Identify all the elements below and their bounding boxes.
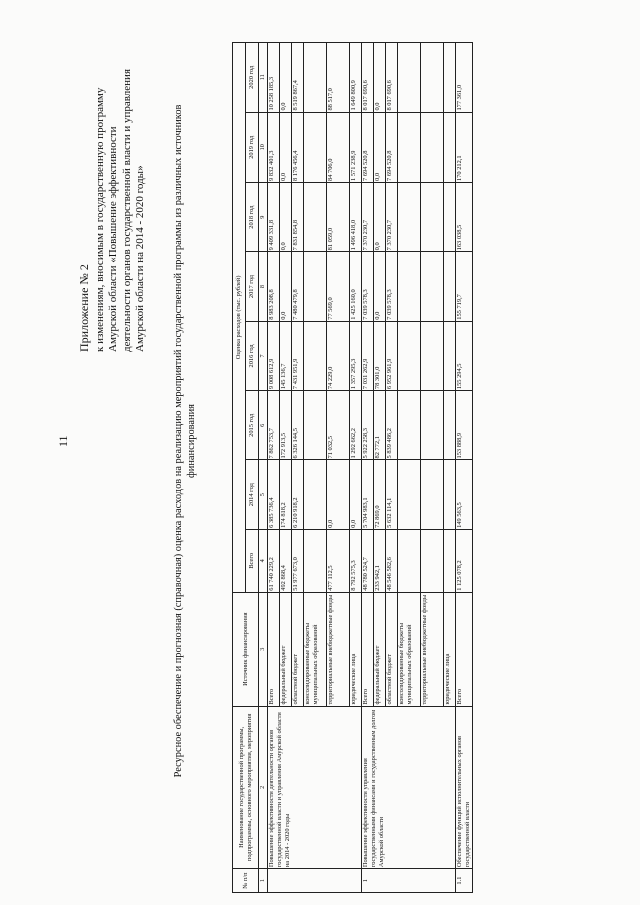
amount-cell: 7 694 520,8 (386, 112, 398, 182)
appendix-title: Приложение № 2 (77, 264, 91, 352)
row-number (268, 869, 362, 893)
amount-cell: 170 212,1 (456, 112, 473, 182)
column-number: 8 (259, 252, 268, 321)
amount-cell: 9 008 612,9 (268, 321, 280, 390)
amount-cell: 0,0 (327, 460, 350, 529)
amount-cell: 5 839 486,2 (386, 391, 398, 460)
amount-cell (444, 321, 456, 390)
amount-cell (444, 460, 456, 529)
header-no: № п/п (233, 869, 259, 893)
program-name: Повышение эффективности деятельности органов государственной власти и управления Амурской области на 2014 - 2020 годы (268, 706, 362, 869)
program-name: Обеспечение функций исполнительных органов государственной власти (456, 706, 473, 869)
amount-cell: 48 780 524,7 (362, 529, 374, 592)
amount-cell: 7 031 262,9 (362, 321, 374, 390)
table-row (362, 43, 374, 893)
amount-cell: 6 326 144,5 (292, 391, 304, 460)
funding-source: Всего (268, 592, 280, 706)
amount-cell: 71 032,5 (327, 391, 350, 460)
amount-cell (398, 43, 421, 113)
amount-cell: 48 546 582,6 (386, 529, 398, 592)
amount-cell (421, 112, 444, 182)
amount-cell (398, 391, 421, 460)
amount-cell: 145 136,7 (280, 321, 292, 390)
appendix-line: Амурской области на 2014 - 2020 годы» (134, 165, 147, 352)
amount-cell: 1 425 160,0 (350, 252, 362, 321)
amount-cell: 492 868,4 (280, 529, 292, 592)
appendix-line: к изменениям, вносимым в государственную программу (93, 87, 106, 352)
amount-cell: 72 869,0 (374, 460, 386, 529)
amount-cell: 6 210 918,2 (292, 460, 304, 529)
table-row (268, 43, 280, 893)
header-name: Наименование государственной программы, подпрограммы, основного мероприятия, мероприятия (233, 706, 259, 869)
amount-cell (444, 252, 456, 321)
page-number: 11 (56, 435, 70, 447)
column-number: 10 (259, 112, 268, 182)
amount-cell: 7 694 520,8 (362, 112, 374, 182)
amount-cell: 7 431 951,9 (292, 321, 304, 390)
amount-cell (398, 252, 421, 321)
funding-source: областной бюджет (292, 592, 304, 706)
amount-cell: 7 039 578,3 (362, 252, 374, 321)
funding-source: территориальные внебюджетные фонды (327, 592, 350, 706)
amount-cell (304, 112, 327, 182)
amount-cell: 0,0 (374, 112, 386, 182)
amount-cell: 10 258 185,3 (268, 43, 280, 113)
funding-source: территориальные внебюджетные фонды (421, 592, 444, 706)
amount-cell (398, 460, 421, 529)
amount-cell: 8 017 690,6 (386, 43, 398, 113)
header-estimate: Оценка расходов (тыс. рублей) (233, 43, 246, 593)
amount-cell: 1 292 662,2 (350, 391, 362, 460)
document-title (173, 46, 198, 836)
amount-cell: 7 831 854,8 (292, 182, 304, 251)
amount-cell: 1 496 418,0 (350, 182, 362, 251)
amount-cell: 88 517,0 (327, 43, 350, 113)
table-body (259, 43, 473, 893)
amount-cell: 477 112,5 (327, 529, 350, 592)
column-number: 3 (259, 592, 268, 706)
funding-source: областной бюджет (386, 592, 398, 706)
amount-cell (444, 43, 456, 113)
header-year: 2017 год (246, 252, 259, 321)
amount-cell (421, 252, 444, 321)
amount-cell: 1 649 800,9 (350, 43, 362, 113)
amount-cell: 0,0 (374, 252, 386, 321)
header-year: 2020 год (246, 43, 259, 113)
funding-source: юридические лица (444, 592, 456, 706)
header-total: Всего (246, 529, 259, 592)
funding-source: федеральный бюджет (280, 592, 292, 706)
amount-cell: 74 229,0 (327, 321, 350, 390)
table-header-row (233, 43, 246, 893)
amount-cell (421, 321, 444, 390)
amount-cell: 155 294,5 (456, 321, 473, 390)
column-number: 7 (259, 321, 268, 390)
resource-table-frame (232, 42, 581, 893)
amount-cell: 177 361,0 (456, 43, 473, 113)
amount-cell (421, 182, 444, 251)
amount-cell (304, 391, 327, 460)
amount-cell: 7 480 479,8 (292, 252, 304, 321)
amount-cell: 5 704 983,1 (362, 460, 374, 529)
document-title-line: финансирования (185, 404, 197, 478)
funding-source: юридические лица (350, 592, 362, 706)
funding-source: консолидированные бюджеты муниципальных образований (398, 592, 421, 706)
funding-source: Всего (456, 592, 473, 706)
appendix-header (78, 69, 148, 352)
amount-cell: 5 922 258,3 (362, 391, 374, 460)
amount-cell: 8 792 575,3 (350, 529, 362, 592)
header-year: 2014 год (246, 460, 259, 529)
amount-cell: 0,0 (280, 43, 292, 113)
amount-cell: 8 176 456,4 (292, 112, 304, 182)
amount-cell: 8 017 690,6 (362, 43, 374, 113)
header-year: 2019 год (246, 112, 259, 182)
amount-cell (421, 460, 444, 529)
amount-cell: 81 059,0 (327, 182, 350, 251)
header-year: 2016 год (246, 321, 259, 390)
amount-cell: 9 409 331,8 (268, 182, 280, 251)
amount-cell: 1 357 295,3 (350, 321, 362, 390)
amount-cell (304, 252, 327, 321)
row-number: 1.1 (456, 869, 473, 893)
amount-cell: 61 740 229,2 (268, 529, 280, 592)
funding-source: консолидированные бюджеты муниципальных образований (304, 592, 327, 706)
amount-cell (304, 182, 327, 251)
amount-cell: 153 888,9 (456, 391, 473, 460)
amount-cell: 7 370 230,7 (362, 182, 374, 251)
amount-cell: 1 125 078,2 (456, 529, 473, 592)
funding-source: Всего (362, 592, 374, 706)
column-number: 4 (259, 529, 268, 592)
header-source: Источник финансирования (233, 592, 259, 706)
header-year: 2018 год (246, 182, 259, 251)
column-number: 11 (259, 43, 268, 113)
amount-cell: 0,0 (374, 43, 386, 113)
amount-cell (444, 112, 456, 182)
amount-cell: 0,0 (350, 460, 362, 529)
amount-cell: 155 719,7 (456, 252, 473, 321)
column-number: 6 (259, 391, 268, 460)
amount-cell: 9 832 401,3 (268, 112, 280, 182)
amount-cell: 0,0 (374, 182, 386, 251)
table-row (456, 43, 473, 893)
amount-cell: 0,0 (280, 252, 292, 321)
amount-cell (304, 321, 327, 390)
amount-cell: 78 301,0 (374, 321, 386, 390)
amount-cell: 6 385 736,4 (268, 460, 280, 529)
amount-cell: 233 942,1 (374, 529, 386, 592)
column-number: 1 (259, 869, 268, 893)
amount-cell: 163 038,5 (456, 182, 473, 251)
column-number: 9 (259, 182, 268, 251)
amount-cell (304, 529, 327, 592)
amount-cell: 0,0 (280, 182, 292, 251)
amount-cell (421, 43, 444, 113)
amount-cell (421, 391, 444, 460)
amount-cell: 1 571 238,9 (350, 112, 362, 182)
amount-cell (444, 391, 456, 460)
amount-cell (304, 460, 327, 529)
program-name: Повышение эффективности управления государственными финансами и государственным долгом Амурской области (362, 706, 456, 869)
amount-cell: 5 632 114,1 (386, 460, 398, 529)
amount-cell: 149 563,5 (456, 460, 473, 529)
amount-cell: 174 818,2 (280, 460, 292, 529)
amount-cell: 172 913,5 (280, 391, 292, 460)
amount-cell (398, 529, 421, 592)
header-year: 2015 год (246, 391, 259, 460)
amount-cell: 51 977 673,0 (292, 529, 304, 592)
funding-source: федеральный бюджет (374, 592, 386, 706)
amount-cell (421, 529, 444, 592)
amount-cell: 82 772,1 (374, 391, 386, 460)
amount-cell: 0,0 (280, 112, 292, 182)
amount-cell: 77 569,0 (327, 252, 350, 321)
row-number: 1 (362, 869, 456, 893)
amount-cell (304, 43, 327, 113)
amount-cell: 7 862 753,7 (268, 391, 280, 460)
amount-cell (398, 112, 421, 182)
amount-cell: 7 370 230,7 (386, 182, 398, 251)
appendix-line: Амурской области «Повышение эффективности (107, 126, 120, 352)
column-number: 2 (259, 706, 268, 869)
amount-cell (398, 182, 421, 251)
amount-cell (444, 529, 456, 592)
amount-cell: 8 983 208,8 (268, 252, 280, 321)
amount-cell: 84 706,0 (327, 112, 350, 182)
amount-cell: 7 039 578,3 (386, 252, 398, 321)
amount-cell (444, 182, 456, 251)
document-title-line: Ресурсное обеспечение и прогнозная (справочная) оценка расходов на реализацию мероприятий государственной программы из различных источников (173, 104, 184, 778)
appendix-line: деятельности органов государственной власти и управления (120, 69, 133, 352)
column-number-row (259, 43, 268, 893)
resource-table (232, 42, 473, 893)
amount-cell (398, 321, 421, 390)
column-number: 5 (259, 460, 268, 529)
amount-cell: 6 952 961,9 (386, 321, 398, 390)
amount-cell: 8 519 867,4 (292, 43, 304, 113)
